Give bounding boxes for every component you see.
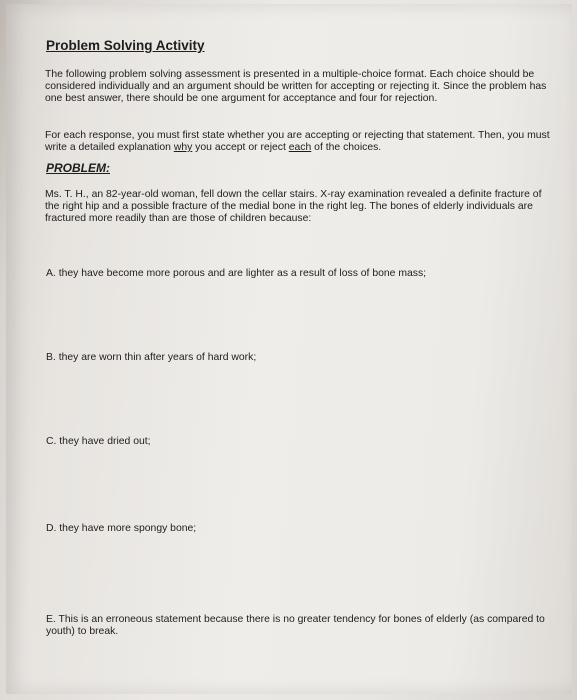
choice-d: D. they have more spongy bone; — [46, 523, 197, 534]
problem-heading: PROBLEM: — [46, 161, 110, 175]
instruction-text-2: you accept or reject — [192, 142, 289, 153]
page-title: Problem Solving Activity — [46, 38, 205, 53]
problem-text: Ms. T. H., an 82-year-old woman, fell down the cellar stairs. X-ray examination revealed a definite fracture of the right hip and a possible fracture of the medial bone in the right leg. The bones of elderly individuals are fractured more readily than are those of children because: — [45, 189, 542, 224]
choice-a: A. they have become more porous and are lighter as a result of loss of bone mass; — [46, 268, 427, 279]
instruction-text-3: of the choices. — [311, 142, 382, 153]
choice-e: E. This is an erroneous statement because there is no greater tendency for bones of elderly (as compared to youth) to break. — [46, 614, 545, 637]
instruction-text-1: For each response, you must first state whether you are accepting or rejecting that statement. Then, you must write a detailed explanation — [45, 130, 550, 153]
worksheet-page — [6, 4, 572, 694]
instruction-why: why — [173, 142, 193, 153]
instruction-each: each — [288, 142, 312, 153]
choice-b: B. they are worn thin after years of hard work; — [46, 352, 257, 363]
intro-paragraph: The following problem solving assessment is presented in a multiple-choice format. Each choice should be considered individually and an argument should be written for accepting or rejecting it. Since the problem has one best answer, there should be one argument for acceptance and four for rejection. — [45, 69, 547, 104]
instruction-paragraph — [45, 130, 557, 154]
choice-c: C. they have dried out; — [46, 436, 151, 447]
